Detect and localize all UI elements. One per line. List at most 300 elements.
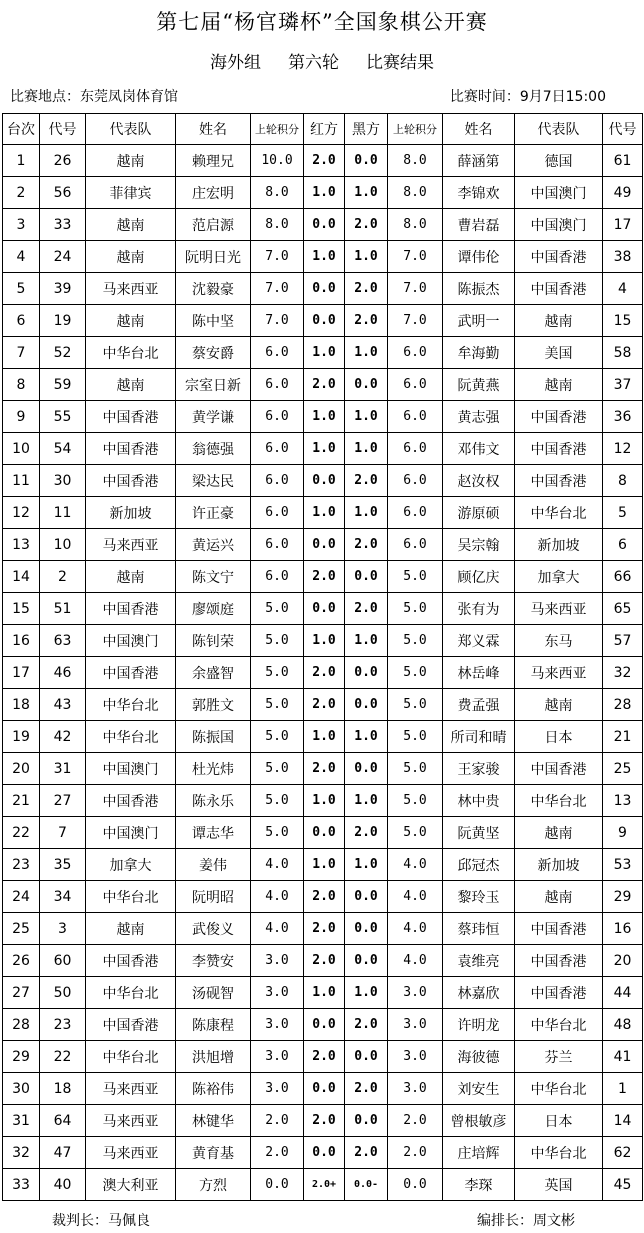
black-code-cell: 16 [603,913,643,945]
table-row [3,657,643,689]
black-prev-points-cell: 3.0 [388,1009,443,1041]
table-row [3,689,643,721]
board-number-cell: 1 [3,145,40,177]
black-prev-points-cell: 6.0 [388,401,443,433]
board-number-cell: 21 [3,785,40,817]
red-team-cell: 中国澳门 [86,817,176,849]
red-prev-points-cell: 8.0 [251,209,304,241]
board-number-cell: 17 [3,657,40,689]
red-code-cell: 31 [40,753,86,785]
red-score-cell: 0.0 [304,1137,345,1169]
red-code-cell: 51 [40,593,86,625]
red-name-cell: 黄育基 [176,1137,251,1169]
black-prev-points-cell: 7.0 [388,273,443,305]
red-score-cell: 2.0+ [304,1169,345,1201]
table-row [3,881,643,913]
black-name-cell: 牟海勤 [443,337,515,369]
red-code-cell: 59 [40,369,86,401]
black-name-cell: 邓伟文 [443,433,515,465]
black-code-cell: 45 [603,1169,643,1201]
black-prev-points-cell: 6.0 [388,433,443,465]
black-team-cell: 日本 [515,1105,603,1137]
black-code-cell: 20 [603,945,643,977]
black-score-cell: 0.0 [345,945,388,977]
red-team-cell: 中国澳门 [86,753,176,785]
black-prev-points-cell: 5.0 [388,657,443,689]
red-score-cell: 2.0 [304,881,345,913]
page-subtitle: 海外组 第六轮 比赛结果 [209,53,435,73]
black-name-cell: 袁维亮 [443,945,515,977]
red-name-cell: 汤砚智 [176,977,251,1009]
board-number-cell: 28 [3,1009,40,1041]
black-name-cell: 郑义霖 [443,625,515,657]
red-name-cell: 郭胜文 [176,689,251,721]
red-prev-points-cell: 7.0 [251,241,304,273]
black-name-cell: 赵汝权 [443,465,515,497]
red-team-cell: 中国香港 [86,433,176,465]
board-number-cell: 15 [3,593,40,625]
black-prev-points-cell: 5.0 [388,689,443,721]
red-name-cell: 陈裕伟 [176,1073,251,1105]
black-score-cell: 2.0 [345,305,388,337]
black-name-cell: 曹岩磊 [443,209,515,241]
black-score-cell: 2.0 [345,1073,388,1105]
board-number-cell: 5 [3,273,40,305]
black-team-cell: 东马 [515,625,603,657]
black-prev-points-cell: 6.0 [388,337,443,369]
black-prev-points-cell: 8.0 [388,145,443,177]
board-number-cell: 30 [3,1073,40,1105]
red-prev-points-cell: 5.0 [251,785,304,817]
red-code-cell: 40 [40,1169,86,1201]
black-score-cell: 1.0 [345,497,388,529]
red-code-cell: 63 [40,625,86,657]
black-score-cell: 1.0 [345,401,388,433]
red-team-cell: 菲律宾 [86,177,176,209]
red-code-cell: 2 [40,561,86,593]
red-prev-points-cell: 6.0 [251,561,304,593]
black-prev-points-cell: 5.0 [388,625,443,657]
red-code-cell: 35 [40,849,86,881]
black-name-cell: 刘安生 [443,1073,515,1105]
black-score-cell: 2.0 [345,817,388,849]
black-team-cell: 中国澳门 [515,209,603,241]
red-code-cell: 3 [40,913,86,945]
table-row [3,465,643,497]
black-prev-points-cell: 5.0 [388,817,443,849]
black-prev-points-cell: 2.0 [388,1137,443,1169]
red-team-cell: 中国香港 [86,785,176,817]
black-prev-points-cell: 5.0 [388,561,443,593]
red-score-cell: 0.0 [304,1073,345,1105]
red-code-cell: 50 [40,977,86,1009]
black-prev-points-cell: 6.0 [388,529,443,561]
table-row [3,1169,643,1201]
table-row [3,529,643,561]
red-score-cell: 2.0 [304,145,345,177]
table-row [3,625,643,657]
black-score-cell: 0.0 [345,369,388,401]
red-name-cell: 蔡安爵 [176,337,251,369]
red-team-cell: 中国香港 [86,593,176,625]
black-code-cell: 32 [603,657,643,689]
red-team-cell: 越南 [86,241,176,273]
red-prev-points-cell: 2.0 [251,1105,304,1137]
red-team-cell: 中华台北 [86,977,176,1009]
board-number-cell: 3 [3,209,40,241]
red-prev-points-cell: 3.0 [251,1009,304,1041]
red-name-cell: 阮明日光 [176,241,251,273]
black-code-cell: 25 [603,753,643,785]
black-score-cell: 0.0 [345,145,388,177]
header-cell: 黑方 [345,114,388,145]
black-code-cell: 12 [603,433,643,465]
red-score-cell: 2.0 [304,945,345,977]
red-prev-points-cell: 10.0 [251,145,304,177]
black-code-cell: 15 [603,305,643,337]
black-code-cell: 61 [603,145,643,177]
red-code-cell: 22 [40,1041,86,1073]
black-prev-points-cell: 8.0 [388,209,443,241]
red-prev-points-cell: 6.0 [251,465,304,497]
red-team-cell: 中华台北 [86,721,176,753]
red-team-cell: 越南 [86,561,176,593]
red-prev-points-cell: 5.0 [251,753,304,785]
black-name-cell: 费孟强 [443,689,515,721]
red-score-cell: 0.0 [304,817,345,849]
black-team-cell: 马来西亚 [515,657,603,689]
red-name-cell: 宗室日新 [176,369,251,401]
black-name-cell: 吴宗翰 [443,529,515,561]
table-row [3,241,643,273]
black-team-cell: 加拿大 [515,561,603,593]
red-score-cell: 2.0 [304,753,345,785]
black-name-cell: 林岳峰 [443,657,515,689]
board-number-cell: 8 [3,369,40,401]
table-row [3,977,643,1009]
red-team-cell: 中国香港 [86,945,176,977]
red-team-cell: 中华台北 [86,1041,176,1073]
black-team-cell: 中国香港 [515,945,603,977]
black-score-cell: 1.0 [345,977,388,1009]
red-score-cell: 1.0 [304,241,345,273]
red-code-cell: 18 [40,1073,86,1105]
black-name-cell: 许明龙 [443,1009,515,1041]
black-team-cell: 中华台北 [515,1073,603,1105]
black-name-cell: 庄培辉 [443,1137,515,1169]
red-code-cell: 34 [40,881,86,913]
black-prev-points-cell: 8.0 [388,177,443,209]
black-score-cell: 1.0 [345,849,388,881]
red-score-cell: 2.0 [304,369,345,401]
black-team-cell: 新加坡 [515,849,603,881]
red-score-cell: 1.0 [304,625,345,657]
red-code-cell: 19 [40,305,86,337]
black-prev-points-cell: 6.0 [388,465,443,497]
black-prev-points-cell: 4.0 [388,945,443,977]
table-row [3,945,643,977]
header-cell: 台次 [3,114,40,145]
red-code-cell: 54 [40,433,86,465]
black-code-cell: 65 [603,593,643,625]
black-team-cell: 中华台北 [515,785,603,817]
black-code-cell: 57 [603,625,643,657]
board-number-cell: 2 [3,177,40,209]
red-name-cell: 赖理兄 [176,145,251,177]
black-score-cell: 0.0 [345,561,388,593]
table-row [3,497,643,529]
black-prev-points-cell: 6.0 [388,497,443,529]
black-score-cell: 0.0 [345,1041,388,1073]
red-team-cell: 中国香港 [86,1009,176,1041]
black-code-cell: 62 [603,1137,643,1169]
black-code-cell: 9 [603,817,643,849]
red-code-cell: 55 [40,401,86,433]
black-prev-points-cell: 5.0 [388,785,443,817]
black-score-cell: 0.0 [345,1105,388,1137]
red-name-cell: 武俊义 [176,913,251,945]
red-team-cell: 马来西亚 [86,1137,176,1169]
red-score-cell: 1.0 [304,721,345,753]
red-prev-points-cell: 6.0 [251,497,304,529]
black-team-cell: 越南 [515,689,603,721]
black-prev-points-cell: 7.0 [388,241,443,273]
red-prev-points-cell: 6.0 [251,529,304,561]
red-name-cell: 洪旭增 [176,1041,251,1073]
black-code-cell: 53 [603,849,643,881]
table-row [3,753,643,785]
black-code-cell: 44 [603,977,643,1009]
black-prev-points-cell: 3.0 [388,1073,443,1105]
red-team-cell: 越南 [86,369,176,401]
board-number-cell: 6 [3,305,40,337]
chief-referee-text: 裁判长：马佩良 [52,1213,150,1229]
red-team-cell: 马来西亚 [86,1105,176,1137]
red-name-cell: 谭志华 [176,817,251,849]
table-row [3,401,643,433]
red-name-cell: 方烈 [176,1169,251,1201]
black-name-cell: 薛涵第 [443,145,515,177]
red-score-cell: 2.0 [304,657,345,689]
black-name-cell: 阮黄坚 [443,817,515,849]
red-prev-points-cell: 3.0 [251,1041,304,1073]
red-name-cell: 林键华 [176,1105,251,1137]
red-code-cell: 23 [40,1009,86,1041]
red-name-cell: 陈康程 [176,1009,251,1041]
red-code-cell: 10 [40,529,86,561]
black-score-cell: 1.0 [345,241,388,273]
red-code-cell: 7 [40,817,86,849]
black-team-cell: 新加坡 [515,529,603,561]
black-name-cell: 蔡玮恒 [443,913,515,945]
board-number-cell: 19 [3,721,40,753]
black-team-cell: 马来西亚 [515,593,603,625]
black-team-cell: 日本 [515,721,603,753]
red-prev-points-cell: 3.0 [251,977,304,1009]
header-cell: 代号 [603,114,643,145]
table-row [3,561,643,593]
red-score-cell: 2.0 [304,689,345,721]
black-prev-points-cell: 4.0 [388,849,443,881]
red-name-cell: 黄运兴 [176,529,251,561]
black-team-cell: 中国香港 [515,273,603,305]
black-team-cell: 英国 [515,1169,603,1201]
black-score-cell: 1.0 [345,337,388,369]
black-score-cell: 0.0 [345,689,388,721]
black-code-cell: 4 [603,273,643,305]
red-name-cell: 陈中坚 [176,305,251,337]
table-header-row [3,114,643,145]
black-name-cell: 王家骏 [443,753,515,785]
board-number-cell: 4 [3,241,40,273]
black-team-cell: 中国香港 [515,753,603,785]
chief-arranger-text: 编排长：周文彬 [477,1213,575,1229]
board-number-cell: 14 [3,561,40,593]
red-code-cell: 47 [40,1137,86,1169]
red-name-cell: 范启源 [176,209,251,241]
red-score-cell: 1.0 [304,177,345,209]
red-name-cell: 姜伟 [176,849,251,881]
table-row [3,913,643,945]
red-team-cell: 马来西亚 [86,273,176,305]
red-prev-points-cell: 3.0 [251,1073,304,1105]
table-row [3,817,643,849]
black-name-cell: 谭伟伦 [443,241,515,273]
red-code-cell: 60 [40,945,86,977]
black-prev-points-cell: 5.0 [388,593,443,625]
black-score-cell: 0.0- [345,1169,388,1201]
black-name-cell: 所司和晴 [443,721,515,753]
black-prev-points-cell: 4.0 [388,913,443,945]
red-prev-points-cell: 6.0 [251,369,304,401]
red-name-cell: 廖颂庭 [176,593,251,625]
red-name-cell: 黄学谦 [176,401,251,433]
black-name-cell: 陈振杰 [443,273,515,305]
red-score-cell: 2.0 [304,1041,345,1073]
black-team-cell: 中国香港 [515,401,603,433]
black-score-cell: 0.0 [345,913,388,945]
black-score-cell: 1.0 [345,433,388,465]
black-score-cell: 2.0 [345,1009,388,1041]
black-team-cell: 越南 [515,817,603,849]
red-code-cell: 26 [40,145,86,177]
red-score-cell: 1.0 [304,337,345,369]
black-score-cell: 2.0 [345,529,388,561]
black-code-cell: 37 [603,369,643,401]
table-row [3,1105,643,1137]
red-prev-points-cell: 3.0 [251,945,304,977]
black-code-cell: 28 [603,689,643,721]
black-code-cell: 41 [603,1041,643,1073]
black-name-cell: 黄志强 [443,401,515,433]
red-code-cell: 33 [40,209,86,241]
red-prev-points-cell: 4.0 [251,849,304,881]
red-team-cell: 越南 [86,913,176,945]
red-code-cell: 43 [40,689,86,721]
header-cell: 红方 [304,114,345,145]
black-score-cell: 0.0 [345,657,388,689]
black-score-cell: 0.0 [345,753,388,785]
red-prev-points-cell: 4.0 [251,881,304,913]
red-prev-points-cell: 8.0 [251,177,304,209]
black-name-cell: 林中贵 [443,785,515,817]
red-score-cell: 2.0 [304,913,345,945]
header-cell: 上轮积分 [388,114,443,145]
black-name-cell: 邱冠杰 [443,849,515,881]
red-team-cell: 中华台北 [86,689,176,721]
red-prev-points-cell: 6.0 [251,401,304,433]
black-team-cell: 中国香港 [515,241,603,273]
red-name-cell: 陈钊荣 [176,625,251,657]
red-score-cell: 1.0 [304,977,345,1009]
page-title: 第七届“杨官璘杯”全国象棋公开赛 [156,10,488,34]
black-team-cell: 美国 [515,337,603,369]
red-code-cell: 39 [40,273,86,305]
red-score-cell: 0.0 [304,273,345,305]
board-number-cell: 31 [3,1105,40,1137]
red-name-cell: 李赞安 [176,945,251,977]
red-score-cell: 0.0 [304,465,345,497]
table-row [3,1073,643,1105]
table-row [3,1137,643,1169]
red-team-cell: 中华台北 [86,337,176,369]
red-score-cell: 1.0 [304,497,345,529]
black-code-cell: 48 [603,1009,643,1041]
black-team-cell: 中华台北 [515,497,603,529]
black-prev-points-cell: 3.0 [388,1041,443,1073]
results-table [2,113,643,1201]
black-team-cell: 德国 [515,145,603,177]
black-name-cell: 张有为 [443,593,515,625]
red-name-cell: 余盛智 [176,657,251,689]
header-cell: 姓名 [176,114,251,145]
red-team-cell: 马来西亚 [86,529,176,561]
time-text: 比赛时间：9月7日15:00 [449,89,606,105]
red-code-cell: 42 [40,721,86,753]
black-code-cell: 6 [603,529,643,561]
table-row [3,145,643,177]
board-number-cell: 27 [3,977,40,1009]
black-name-cell: 海彼德 [443,1041,515,1073]
red-name-cell: 翁德强 [176,433,251,465]
results-body [3,145,643,1201]
black-prev-points-cell: 4.0 [388,881,443,913]
header-cell: 代表队 [86,114,176,145]
black-code-cell: 58 [603,337,643,369]
black-name-cell: 李锦欢 [443,177,515,209]
red-score-cell: 1.0 [304,433,345,465]
red-prev-points-cell: 4.0 [251,913,304,945]
board-number-cell: 23 [3,849,40,881]
header-cell: 姓名 [443,114,515,145]
board-number-cell: 12 [3,497,40,529]
red-team-cell: 越南 [86,305,176,337]
black-code-cell: 29 [603,881,643,913]
black-name-cell: 李琛 [443,1169,515,1201]
red-prev-points-cell: 5.0 [251,689,304,721]
board-number-cell: 9 [3,401,40,433]
board-number-cell: 26 [3,945,40,977]
red-prev-points-cell: 6.0 [251,433,304,465]
red-code-cell: 52 [40,337,86,369]
red-team-cell: 中国香港 [86,465,176,497]
table-row [3,305,643,337]
red-prev-points-cell: 7.0 [251,273,304,305]
red-team-cell: 新加坡 [86,497,176,529]
red-team-cell: 越南 [86,145,176,177]
black-name-cell: 曾根敏彦 [443,1105,515,1137]
red-team-cell: 加拿大 [86,849,176,881]
